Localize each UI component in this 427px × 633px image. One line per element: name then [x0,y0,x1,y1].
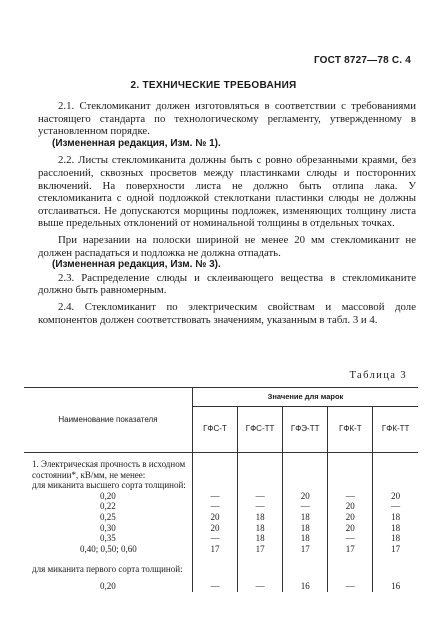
value-cell: 17 [283,544,328,555]
paragraph-2-4: 2.4. Стекломиканит по электрическим свойствам и массовой доле компонентов должен соответствовать значениям, указанным в табл. 3 и 4. [38,300,416,326]
value-cell: 17 [328,544,373,555]
amendment-note: (Измененная редакция, Изм. № 3). [52,259,221,271]
spec-table [24,387,418,592]
value-cell: 20 [283,491,328,502]
value-cell: 16 [283,575,328,592]
thickness-cell: 0,22 [100,501,116,512]
table-row [24,491,418,502]
value-cell: 20 [328,501,373,512]
column-header-brand: ГФС-ТТ [238,407,283,453]
group-label: для миканита высшего сорта толщиной: [32,480,186,491]
column-header-brand: ГФС-Т [192,407,237,453]
value-cell: 18 [238,512,283,523]
value-cell: — [373,501,418,512]
thickness-cell: 0,25 [100,511,116,522]
value-cell: 17 [373,544,418,555]
value-cell: 18 [373,523,418,534]
table-row [24,533,418,544]
value-cell: — [238,491,283,502]
thickness-cell: 0,20 [100,490,116,501]
value-cell: 17 [238,544,283,555]
value-cell: 18 [283,523,328,534]
value-cell: 18 [238,523,283,534]
paragraph-2-3: 2.3. Распределение слюды и склеивающего вещества в стекломиканите должно быть равномерным. [38,271,416,297]
value-cell: — [192,575,237,592]
column-header-name: Наименование показателя [24,388,192,453]
table-caption: Таблица 3 [349,370,407,381]
value-cell: — [192,501,237,512]
paragraph-2-2: 2.2. Листы стекломиканита должны быть с ровно обрезанными краями, без расслоений, сквозных просветов между пластинками слюды и посторонних включений. На поверхности листа не должно быть отлипа лака. У стекломиканита с одной подложкой стеклоткани пластинки слюды не должны отслаиваться. Не допускаются морщины подложек, изменяющих толщину листа выше предельных отклонений от номинальной толщины в отдельных точках. [38,154,416,230]
table-row [24,523,418,534]
value-cell: — [283,501,328,512]
value-cell: — [238,501,283,512]
table-row [24,480,418,491]
table-row [24,512,418,523]
table-row [24,501,418,512]
value-cell: — [192,533,237,544]
thickness-cell: 0,30 [100,522,116,533]
group-label: для миканита первого сорта толщиной: [32,564,183,575]
value-cell: 20 [373,491,418,502]
column-group-header: Значение для марок [192,388,418,407]
paragraph-2-1: 2.1. Стекломиканит должен изготовляться в соответствии с требованиями настоящего стандарта по технологическому регламенту, утвержденному в установленном порядке. [38,100,416,138]
value-cell: 18 [283,533,328,544]
value-cell: — [238,575,283,592]
value-cell: 18 [373,512,418,523]
table-row [24,544,418,555]
indicator-name: 1. Электрическая прочность в исходном состоянии*, кВ/мм, не менее: [32,459,186,480]
value-cell: 20 [192,512,237,523]
table-row [24,554,418,575]
column-header-brand: ГФЭ-ТТ [283,407,328,453]
value-cell: 16 [373,575,418,592]
value-cell: — [328,491,373,502]
thickness-cell: 0,35 [100,533,116,544]
value-cell: 20 [328,523,373,534]
value-cell: 17 [192,544,237,555]
table-row [24,575,418,592]
value-cell: 20 [192,523,237,534]
table-row [24,453,418,481]
amendment-note: (Измененная редакция, Изм. № 1). [52,137,221,149]
thickness-cell: 0,20 [100,580,116,591]
value-cell: 20 [328,512,373,523]
column-header-brand: ГФК-Т [328,407,373,453]
value-cell: — [328,575,373,592]
value-cell: — [328,533,373,544]
thickness-cell: 0,40; 0,50; 0,60 [80,543,137,554]
body-text [38,100,416,326]
value-cell: 18 [283,512,328,523]
paragraph-2-2-cont: При нарезании на полоски шириной не менее 20 мм стекломиканит не должен распадаться и подложка не должна отпадать. [38,233,416,259]
column-header-brand: ГФК-ТТ [373,407,418,453]
section-title: 2. ТЕХНИЧЕСКИЕ ТРЕБОВАНИЯ [130,80,297,91]
page-header: ГОСТ 8727—78 С. 4 [313,55,411,66]
value-cell: 18 [238,533,283,544]
value-cell: — [192,491,237,502]
value-cell: 18 [373,533,418,544]
